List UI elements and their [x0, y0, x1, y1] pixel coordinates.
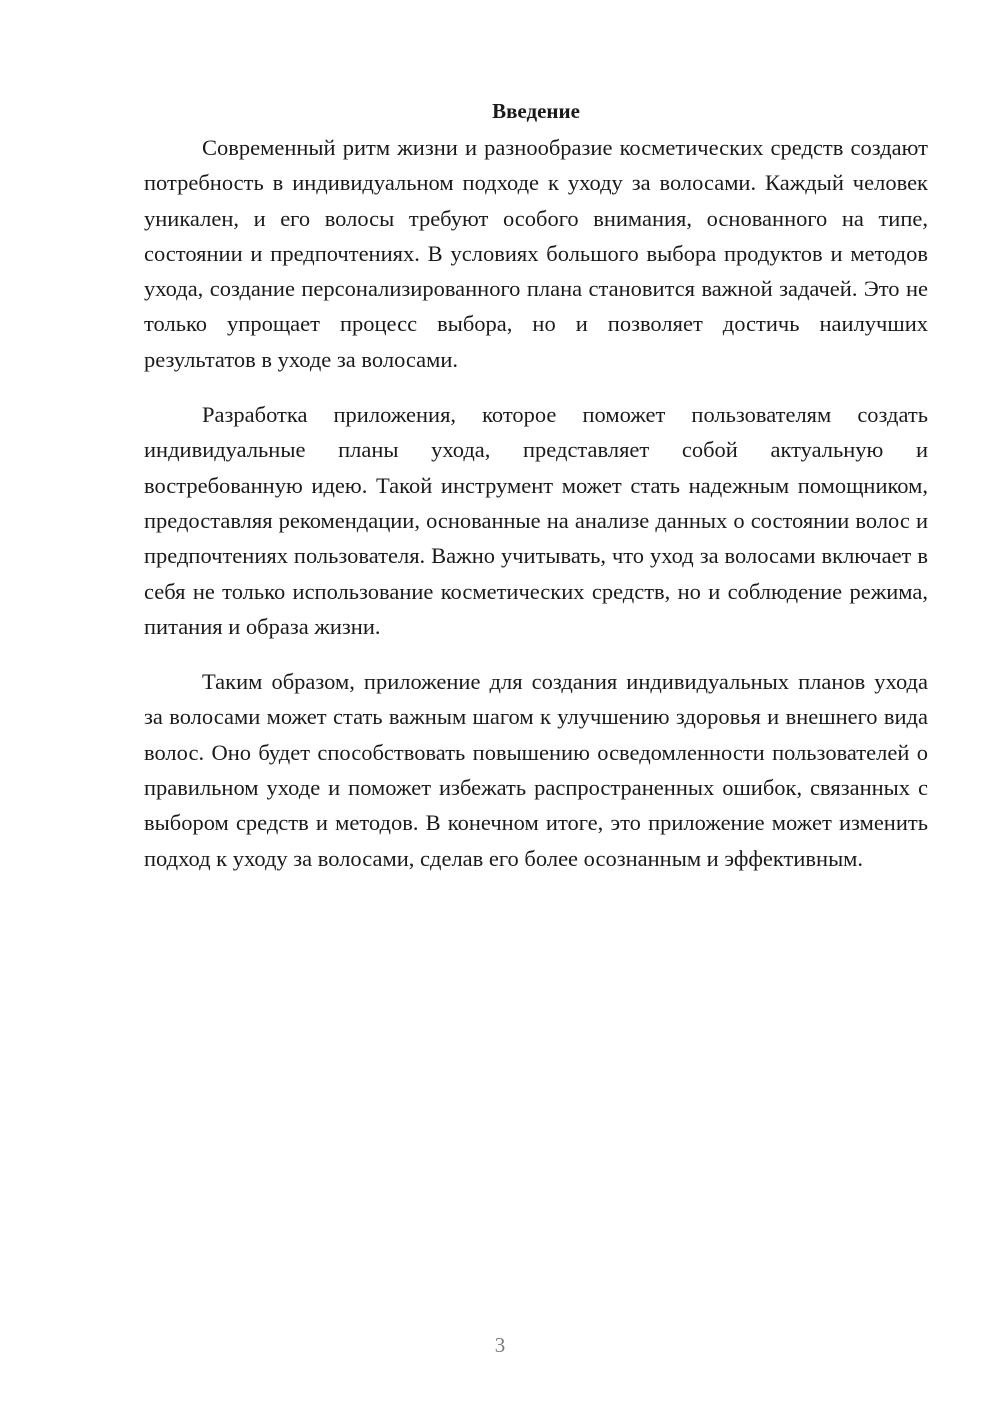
- paragraph-3: Таким образом, приложение для создания индивидуальных планов ухода за волосами может стать важным шагом к улучшению здоровья и внешнего вида волос. Оно будет способствовать повышению осведомленности пользователей о правильном уходе и поможет избежать распространенных ошибок, связанных с выбором средств и методов. В конечном итоге, это приложение может изменить подход к уходу за волосами, сделав его более осознанным и эффективным.: [144, 669, 928, 871]
- page-content: [144, 96, 928, 876]
- paragraph-2: Разработка приложения, которое поможет пользователям создать индивидуальные планы ухода, представляет собой актуальную и востребованную идею. Такой инструмент может стать надежным помощником, предоставляя рекомендации, основанные на анализе данных о состоянии волос и предпочтениях пользователя. Важно учитывать, что уход за волосами включает в себя не только использование косметических средств, но и соблюдение режима, питания и образа жизни.: [144, 402, 928, 639]
- page-number: 3: [494, 1333, 506, 1357]
- paragraph-1: Современный ритм жизни и разнообразие косметических средств создают потребность в индивидуальном подходе к уходу за волосами. Каждый человек уникален, и его волосы требуют особого внимания, основанного на типе, состоянии и предпочтениях. В условиях большого выбора продуктов и методов ухода, создание персонализированного плана становится важной задачей. Это не только упрощает процесс выбора, но и позволяет достичь наилучших результатов в уходе за волосами.: [144, 135, 928, 372]
- section-title: Введение: [492, 99, 580, 123]
